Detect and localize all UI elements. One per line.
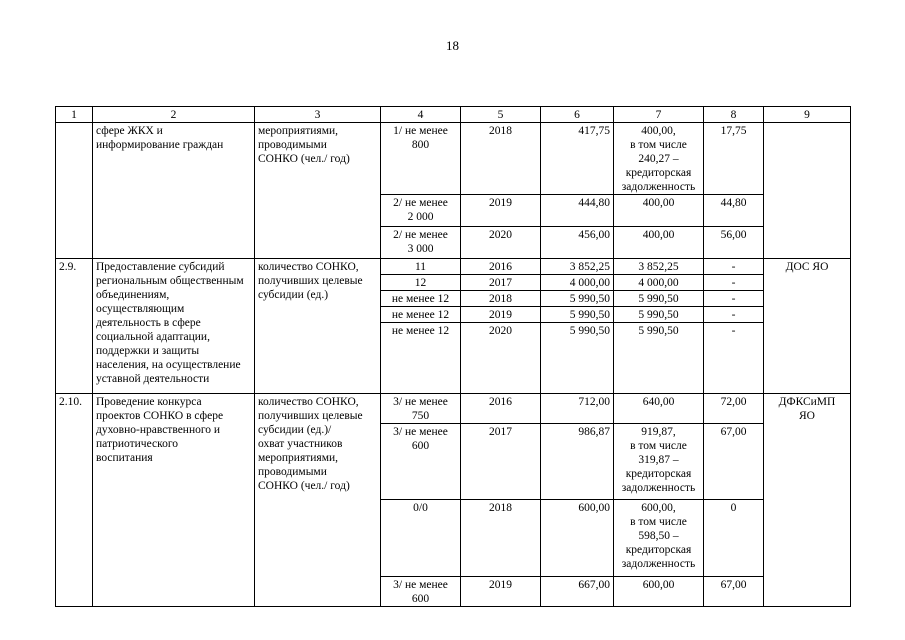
regional-budget-cell: 5 990,50 bbox=[614, 291, 704, 307]
year-cell: 2019 bbox=[461, 577, 541, 607]
target-value-cell: 11 bbox=[381, 259, 461, 275]
activity-name-cell: Предоставление субсидий региональным общественным объединениям, осуществляющим деятельность в сфере социальной адаптации, поддержки и защиты населения, на осуществление уставной деятельности bbox=[93, 259, 255, 394]
other-sources-cell: 44,80 bbox=[704, 195, 764, 227]
header-cell: 7 bbox=[614, 107, 704, 123]
target-value-cell: не менее 12 bbox=[381, 323, 461, 394]
total-amount-cell: 5 990,50 bbox=[541, 307, 614, 323]
indicator-cell: мероприятиями, проводимыми СОНКО (чел./ год) bbox=[255, 123, 381, 259]
regional-budget-cell: 4 000,00 bbox=[614, 275, 704, 291]
executor-cell bbox=[764, 123, 851, 259]
item-number-cell: 2.10. bbox=[56, 394, 93, 607]
executor-cell: ДОС ЯО bbox=[764, 259, 851, 394]
year-cell: 2016 bbox=[461, 259, 541, 275]
year-cell: 2020 bbox=[461, 227, 541, 259]
target-value-cell: 1/ не менее 800 bbox=[381, 123, 461, 195]
target-value-cell: 3/ не менее 600 bbox=[381, 424, 461, 500]
year-cell: 2017 bbox=[461, 424, 541, 500]
header-cell: 1 bbox=[56, 107, 93, 123]
header-cell: 2 bbox=[93, 107, 255, 123]
other-sources-cell: - bbox=[704, 275, 764, 291]
year-cell: 2020 bbox=[461, 323, 541, 394]
total-amount-cell: 444,80 bbox=[541, 195, 614, 227]
header-cell: 3 bbox=[255, 107, 381, 123]
total-amount-cell: 712,00 bbox=[541, 394, 614, 424]
other-sources-cell: - bbox=[704, 259, 764, 275]
activity-name-cell: сфере ЖКХ и информирование граждан bbox=[93, 123, 255, 259]
regional-budget-cell: 400,00 bbox=[614, 227, 704, 259]
table-row bbox=[56, 394, 851, 424]
total-amount-cell: 456,00 bbox=[541, 227, 614, 259]
other-sources-cell: 0 bbox=[704, 500, 764, 577]
total-amount-cell: 3 852,25 bbox=[541, 259, 614, 275]
total-amount-cell: 5 990,50 bbox=[541, 323, 614, 394]
other-sources-cell: 67,00 bbox=[704, 577, 764, 607]
year-cell: 2018 bbox=[461, 291, 541, 307]
table-row bbox=[56, 123, 851, 195]
total-amount-cell: 600,00 bbox=[541, 500, 614, 577]
other-sources-cell: 56,00 bbox=[704, 227, 764, 259]
year-cell: 2018 bbox=[461, 123, 541, 195]
total-amount-cell: 5 990,50 bbox=[541, 291, 614, 307]
target-value-cell: 12 bbox=[381, 275, 461, 291]
total-amount-cell: 986,87 bbox=[541, 424, 614, 500]
target-value-cell: 2/ не менее 3 000 bbox=[381, 227, 461, 259]
other-sources-cell: 72,00 bbox=[704, 394, 764, 424]
regional-budget-cell: 400,00, в том числе 240,27 – кредиторская задолженность bbox=[614, 123, 704, 195]
other-sources-cell: - bbox=[704, 323, 764, 394]
total-amount-cell: 4 000,00 bbox=[541, 275, 614, 291]
column-number-row bbox=[56, 107, 851, 123]
table-row bbox=[56, 259, 851, 275]
indicator-cell: количество СОНКО, получивших целевые субсидии (ед.)/ охват участников мероприятиями, проводимыми СОНКО (чел./ год) bbox=[255, 394, 381, 607]
header-cell: 5 bbox=[461, 107, 541, 123]
page-number: 18 bbox=[446, 38, 459, 53]
other-sources-cell: 17,75 bbox=[704, 123, 764, 195]
activity-name-cell: Проведение конкурса проектов СОНКО в сфере духовно-нравственного и патриотического воспитания bbox=[93, 394, 255, 607]
target-value-cell: 2/ не менее 2 000 bbox=[381, 195, 461, 227]
regional-budget-cell: 919,87, в том числе 319,87 – кредиторская задолженность bbox=[614, 424, 704, 500]
other-sources-cell: - bbox=[704, 291, 764, 307]
total-amount-cell: 417,75 bbox=[541, 123, 614, 195]
program-table bbox=[55, 106, 851, 607]
other-sources-cell: - bbox=[704, 307, 764, 323]
item-number-cell bbox=[56, 123, 93, 259]
header-cell: 6 bbox=[541, 107, 614, 123]
item-number-cell: 2.9. bbox=[56, 259, 93, 394]
other-sources-cell: 67,00 bbox=[704, 424, 764, 500]
target-value-cell: 0/0 bbox=[381, 500, 461, 577]
year-cell: 2019 bbox=[461, 195, 541, 227]
year-cell: 2018 bbox=[461, 500, 541, 577]
executor-cell: ДФКСиМП ЯО bbox=[764, 394, 851, 607]
regional-budget-cell: 600,00, в том числе 598,50 – кредиторская задолженность bbox=[614, 500, 704, 577]
indicator-cell: количество СОНКО, получивших целевые субсидии (ед.) bbox=[255, 259, 381, 394]
header-cell: 8 bbox=[704, 107, 764, 123]
header-cell: 9 bbox=[764, 107, 851, 123]
target-value-cell: 3/ не менее 600 bbox=[381, 577, 461, 607]
year-cell: 2019 bbox=[461, 307, 541, 323]
target-value-cell: не менее 12 bbox=[381, 291, 461, 307]
target-value-cell: не менее 12 bbox=[381, 307, 461, 323]
regional-budget-cell: 5 990,50 bbox=[614, 323, 704, 394]
header-cell: 4 bbox=[381, 107, 461, 123]
regional-budget-cell: 400,00 bbox=[614, 195, 704, 227]
target-value-cell: 3/ не менее 750 bbox=[381, 394, 461, 424]
regional-budget-cell: 3 852,25 bbox=[614, 259, 704, 275]
regional-budget-cell: 600,00 bbox=[614, 577, 704, 607]
year-cell: 2016 bbox=[461, 394, 541, 424]
regional-budget-cell: 5 990,50 bbox=[614, 307, 704, 323]
total-amount-cell: 667,00 bbox=[541, 577, 614, 607]
regional-budget-cell: 640,00 bbox=[614, 394, 704, 424]
year-cell: 2017 bbox=[461, 275, 541, 291]
